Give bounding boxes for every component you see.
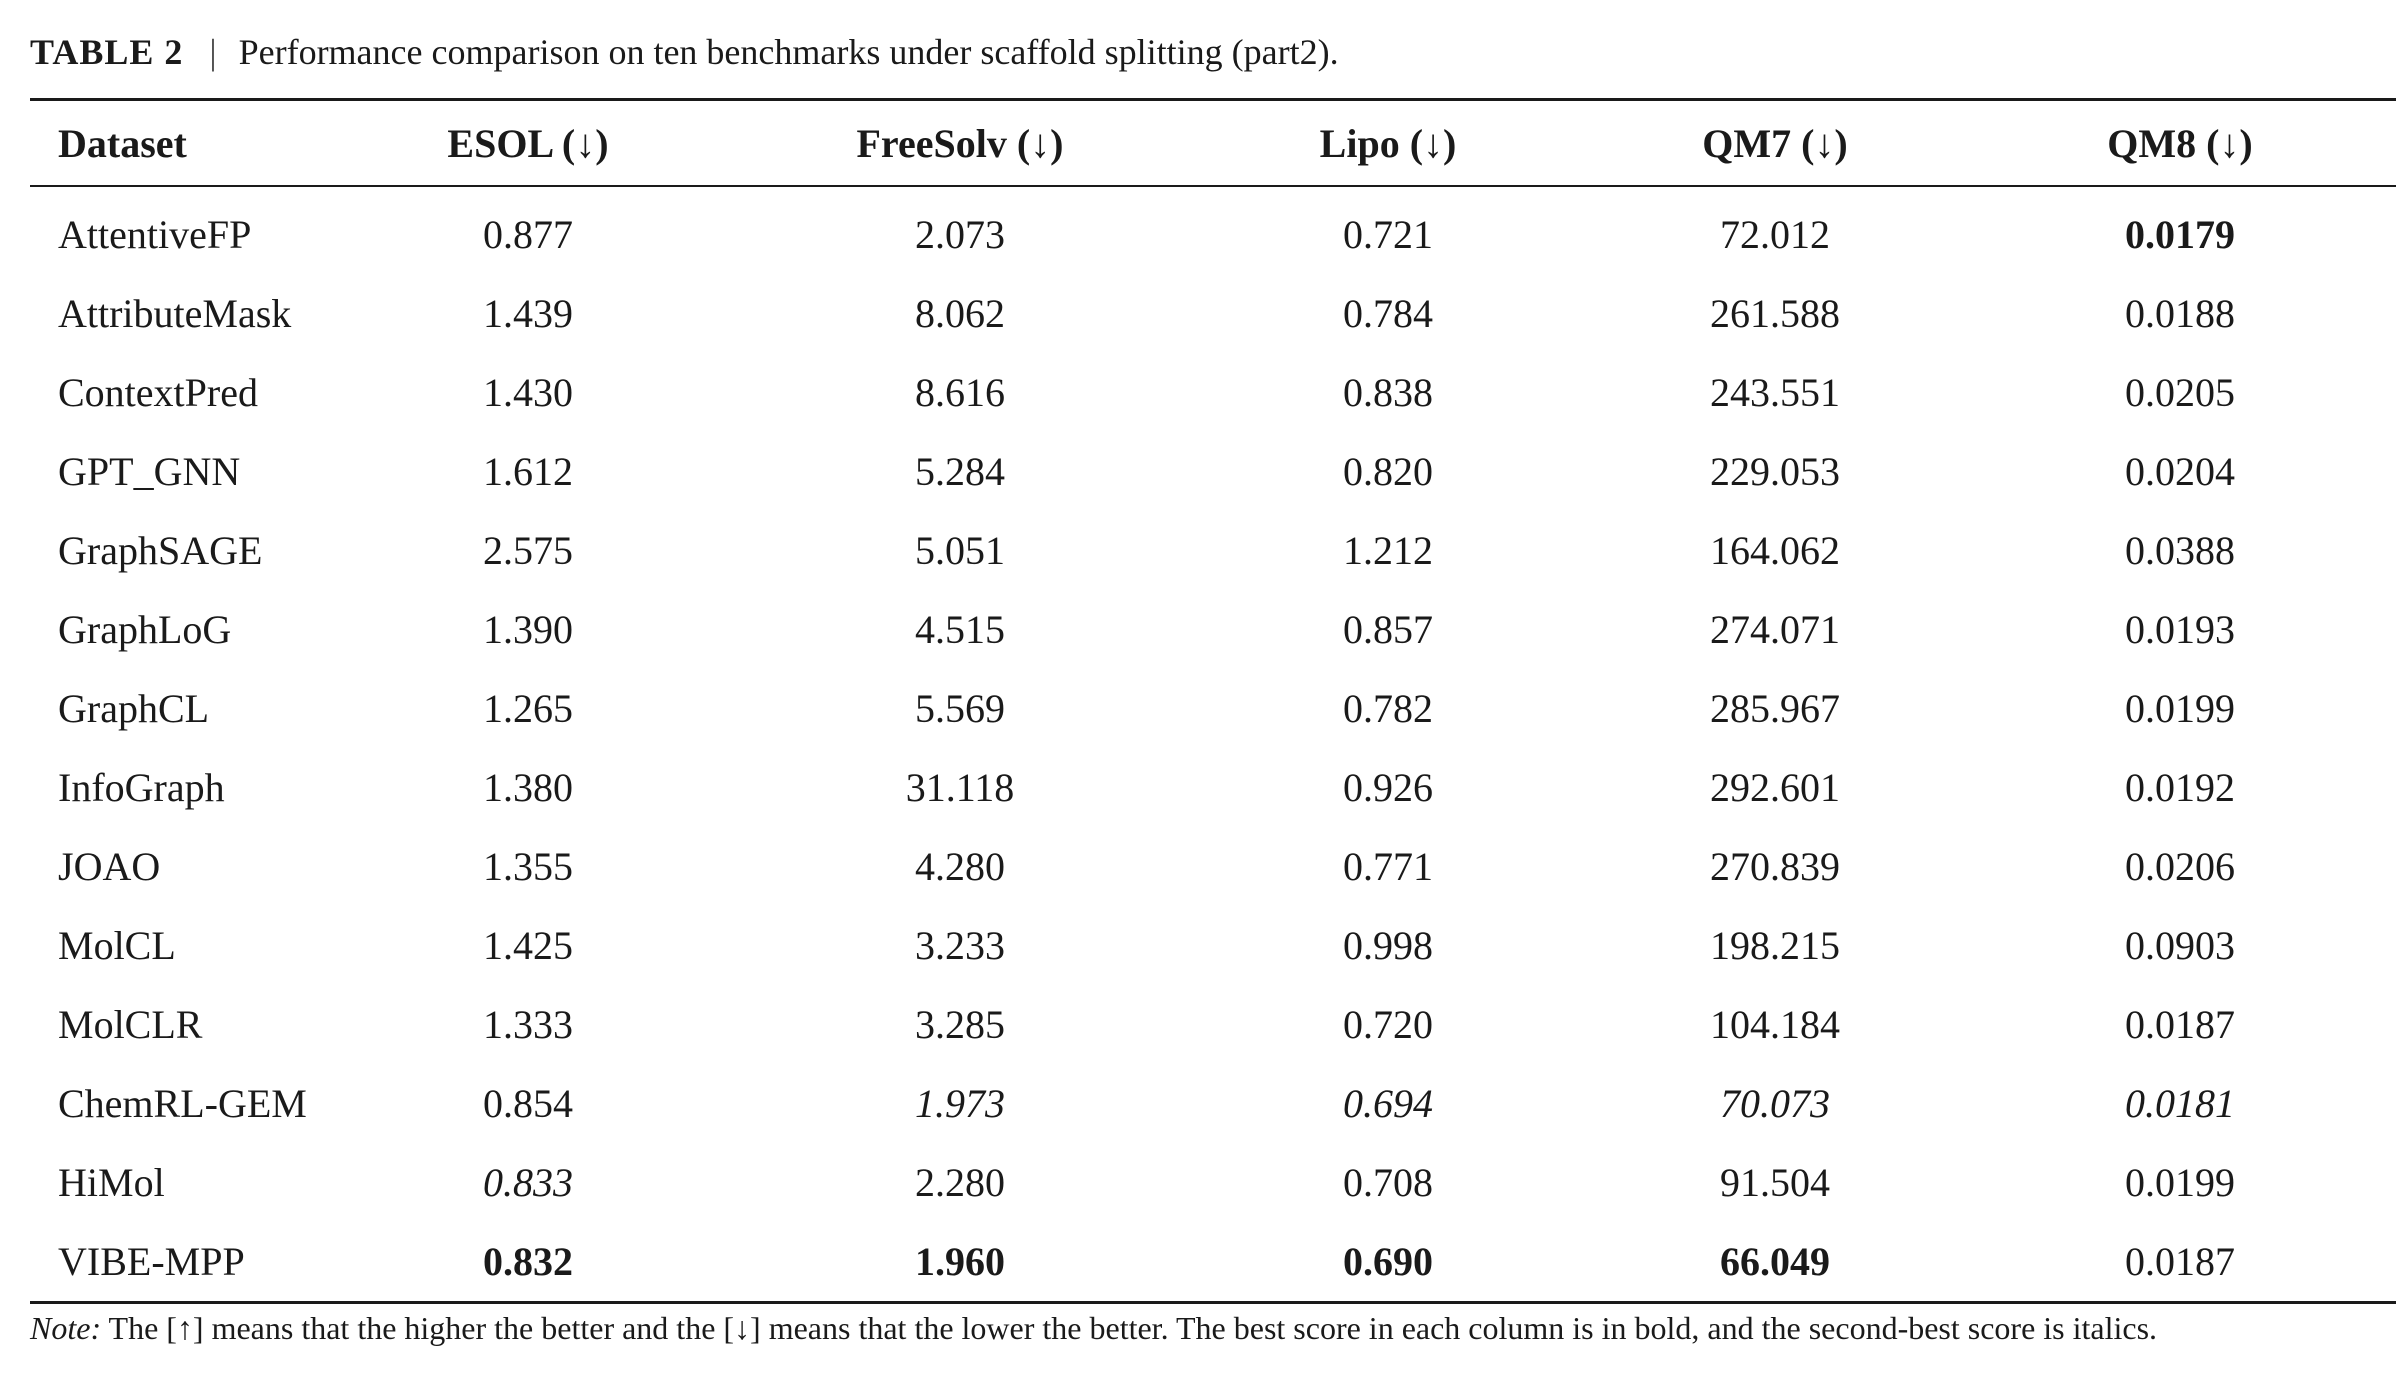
score-cell: 270.839 bbox=[1710, 844, 1840, 889]
score-cell: 66.049 bbox=[1720, 1239, 1830, 1284]
score-cell: 0.721 bbox=[1343, 212, 1433, 257]
table-row bbox=[30, 186, 2396, 274]
table-note bbox=[30, 1305, 2157, 1351]
score-cell: 70.073 bbox=[1720, 1081, 1830, 1126]
score-cell: 1.430 bbox=[483, 370, 573, 415]
score-cell: 5.284 bbox=[915, 449, 1005, 494]
method-name-cell: MolCL bbox=[58, 923, 176, 968]
score-cell: 1.973 bbox=[915, 1081, 1005, 1126]
method-name-cell: JOAO bbox=[58, 844, 161, 889]
score-cell: 0.838 bbox=[1343, 370, 1433, 415]
score-cell: 4.515 bbox=[915, 607, 1005, 652]
table-caption bbox=[30, 24, 1339, 80]
score-cell: 0.0192 bbox=[2125, 765, 2235, 810]
score-cell: 1.380 bbox=[483, 765, 573, 810]
table-row bbox=[30, 1143, 2396, 1222]
method-name-cell: AttentiveFP bbox=[58, 212, 252, 257]
score-cell: 0.0388 bbox=[2125, 528, 2235, 573]
score-cell: 0.833 bbox=[483, 1160, 573, 1205]
method-name-cell: AttributeMask bbox=[58, 291, 292, 336]
score-cell: 0.857 bbox=[1343, 607, 1433, 652]
score-cell: 2.575 bbox=[483, 528, 573, 573]
note-text: The [↑] means that the higher the better and the [↓] means that the lower the better. The best score in each column is in bold, and the second-best score is italics. bbox=[108, 1310, 2158, 1346]
results-table bbox=[30, 98, 2396, 1304]
score-cell: 243.551 bbox=[1710, 370, 1840, 415]
method-name-cell: GraphLoG bbox=[58, 607, 232, 652]
method-name-cell: MolCLR bbox=[58, 1002, 203, 1047]
score-cell: 0.0199 bbox=[2125, 1160, 2235, 1205]
score-cell: 31.118 bbox=[905, 765, 1015, 810]
table-row bbox=[30, 432, 2396, 511]
score-cell: 1.355 bbox=[483, 844, 573, 889]
score-cell: 0.0205 bbox=[2125, 370, 2235, 415]
score-cell: 0.784 bbox=[1343, 291, 1433, 336]
score-cell: 0.771 bbox=[1343, 844, 1433, 889]
table-row bbox=[30, 353, 2396, 432]
note-label: Note: bbox=[30, 1310, 102, 1346]
table-label: TABLE 2 bbox=[30, 32, 184, 72]
score-cell: 1.390 bbox=[483, 607, 573, 652]
score-cell: 1.265 bbox=[483, 686, 573, 731]
table-row bbox=[30, 1222, 2396, 1303]
score-cell: 8.616 bbox=[915, 370, 1005, 415]
score-cell: 0.0206 bbox=[2125, 844, 2235, 889]
score-cell: 0.0193 bbox=[2125, 607, 2235, 652]
score-cell: 3.233 bbox=[915, 923, 1005, 968]
score-cell: 0.694 bbox=[1343, 1081, 1433, 1126]
method-name-cell: ContextPred bbox=[58, 370, 258, 415]
column-header: FreeSolv (↓) bbox=[856, 120, 1064, 166]
score-cell: 2.073 bbox=[915, 212, 1005, 257]
table-row bbox=[30, 827, 2396, 906]
method-name-cell: VIBE-MPP bbox=[58, 1239, 245, 1284]
method-name-cell: HiMol bbox=[58, 1160, 165, 1205]
score-cell: 0.854 bbox=[483, 1081, 573, 1126]
score-cell: 5.051 bbox=[915, 528, 1005, 573]
score-cell: 0.877 bbox=[483, 212, 573, 257]
table-header-row bbox=[30, 100, 2396, 187]
score-cell: 229.053 bbox=[1710, 449, 1840, 494]
score-cell: 0.0204 bbox=[2125, 449, 2235, 494]
column-header: Dataset bbox=[58, 120, 187, 166]
method-name-cell: InfoGraph bbox=[58, 765, 225, 810]
table-row bbox=[30, 511, 2396, 590]
score-cell: 5.569 bbox=[915, 686, 1005, 731]
method-name-cell: ChemRL-GEM bbox=[58, 1081, 307, 1126]
score-cell: 0.708 bbox=[1343, 1160, 1433, 1205]
score-cell: 285.967 bbox=[1710, 686, 1840, 731]
score-cell: 198.215 bbox=[1710, 923, 1840, 968]
column-header: Lipo (↓) bbox=[1319, 120, 1457, 166]
method-name-cell: GraphCL bbox=[58, 686, 210, 731]
score-cell: 0.0179 bbox=[2125, 212, 2235, 257]
score-cell: 0.0188 bbox=[2125, 291, 2235, 336]
score-cell: 3.285 bbox=[915, 1002, 1005, 1047]
score-cell: 0.0187 bbox=[2125, 1239, 2235, 1284]
score-cell: 2.280 bbox=[915, 1160, 1005, 1205]
table-body bbox=[30, 186, 2396, 1303]
score-cell: 104.184 bbox=[1710, 1002, 1840, 1047]
score-cell: 0.782 bbox=[1343, 686, 1433, 731]
score-cell: 0.720 bbox=[1343, 1002, 1433, 1047]
score-cell: 261.588 bbox=[1710, 291, 1840, 336]
score-cell: 91.504 bbox=[1720, 1160, 1830, 1205]
caption-text: Performance comparison on ten benchmarks under scaffold splitting (part2). bbox=[238, 32, 1339, 72]
score-cell: 0.0181 bbox=[2125, 1081, 2235, 1126]
score-cell: 0.926 bbox=[1343, 765, 1433, 810]
column-header: ESOL (↓) bbox=[447, 120, 609, 166]
score-cell: 274.071 bbox=[1710, 607, 1840, 652]
score-cell: 0.0187 bbox=[2125, 1002, 2235, 1047]
score-cell: 72.012 bbox=[1720, 212, 1830, 257]
method-name-cell: GraphSAGE bbox=[58, 528, 263, 573]
table-row bbox=[30, 1064, 2396, 1143]
method-name-cell: GPT_GNN bbox=[58, 449, 241, 494]
table-row bbox=[30, 748, 2396, 827]
score-cell: 1.960 bbox=[915, 1239, 1005, 1284]
score-cell: 0.820 bbox=[1343, 449, 1433, 494]
table-row bbox=[30, 669, 2396, 748]
score-cell: 0.0903 bbox=[2125, 923, 2235, 968]
table-row bbox=[30, 590, 2396, 669]
score-cell: 1.333 bbox=[483, 1002, 573, 1047]
score-cell: 1.439 bbox=[483, 291, 573, 336]
score-cell: 0.998 bbox=[1343, 923, 1433, 968]
score-cell: 4.280 bbox=[915, 844, 1005, 889]
score-cell: 0.832 bbox=[483, 1239, 573, 1284]
caption-separator: | bbox=[209, 32, 217, 72]
results-table-container bbox=[30, 98, 2396, 1304]
column-header: QM8 (↓) bbox=[2107, 120, 2253, 166]
score-cell: 1.212 bbox=[1343, 528, 1433, 573]
score-cell: 1.425 bbox=[483, 923, 573, 968]
score-cell: 8.062 bbox=[915, 291, 1005, 336]
score-cell: 0.0199 bbox=[2125, 686, 2235, 731]
table-row bbox=[30, 985, 2396, 1064]
score-cell: 164.062 bbox=[1710, 528, 1840, 573]
table-row bbox=[30, 274, 2396, 353]
score-cell: 292.601 bbox=[1710, 765, 1840, 810]
table-row bbox=[30, 906, 2396, 985]
score-cell: 0.690 bbox=[1343, 1239, 1433, 1284]
column-header: QM7 (↓) bbox=[1702, 120, 1848, 166]
score-cell: 1.612 bbox=[483, 449, 573, 494]
